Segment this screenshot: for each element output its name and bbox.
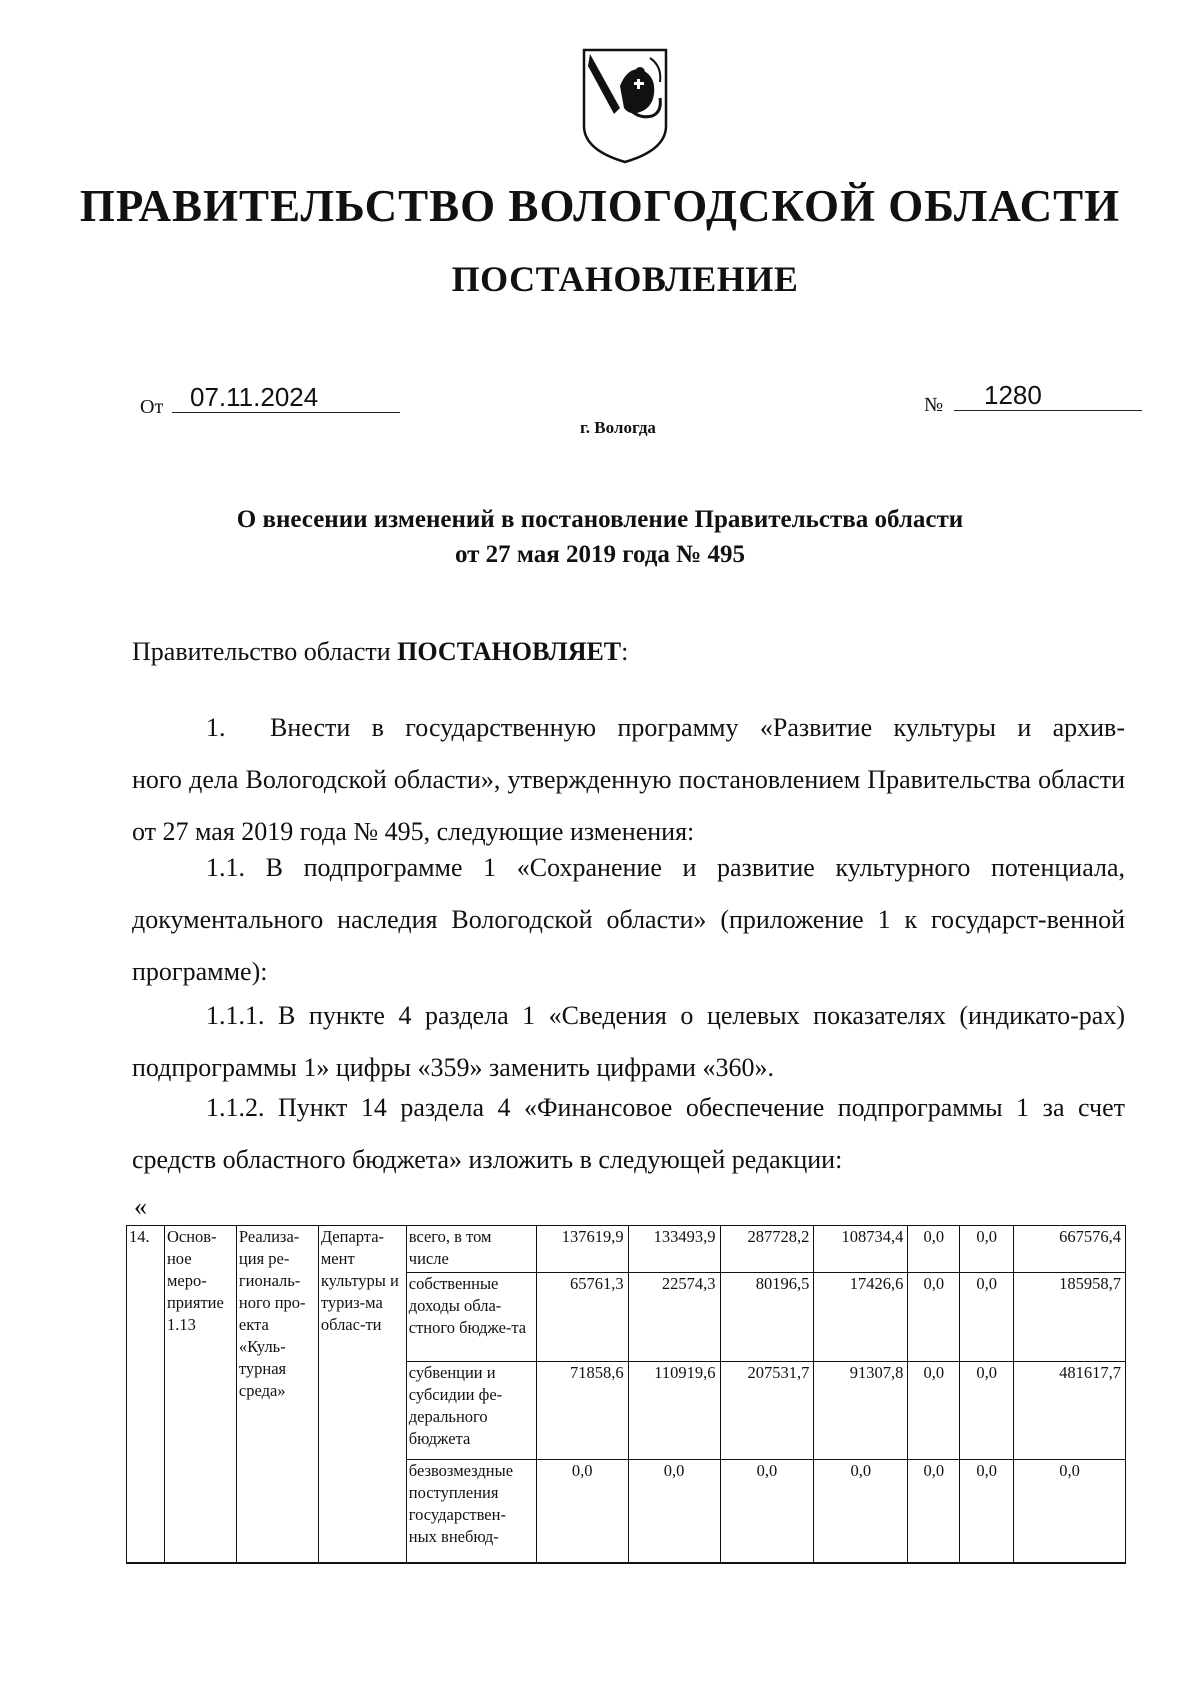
value-cell: 287728,2 xyxy=(720,1226,814,1273)
paragraph-1-number: 1. xyxy=(206,713,226,742)
value-cell: 0,0 xyxy=(720,1460,814,1564)
source-cell: безвозмездные поступления государствен-ных внебюд- xyxy=(406,1460,536,1564)
number-sign: № xyxy=(924,394,944,416)
value-cell: 17426,6 xyxy=(814,1273,908,1362)
paragraph-1-1: 1.1. В подпрограмме 1 «Сохранение и развитие культурного потенциала, документального наследия Вологодской области» (приложение 1 к государст-венной программе): xyxy=(132,853,1125,986)
value-cell: 0,0 xyxy=(908,1362,960,1460)
value-cell: 0,0 xyxy=(814,1460,908,1564)
value-cell: 0,0 xyxy=(960,1226,1014,1273)
document-subject xyxy=(150,502,1050,572)
subject-line-1: О внесении изменений в постановление Правительства области xyxy=(236,506,964,533)
total-cell: 667576,4 xyxy=(1014,1226,1126,1273)
value-cell: 207531,7 xyxy=(720,1362,814,1460)
event-cell: Основ-ное меро-приятие 1.13 xyxy=(164,1226,236,1564)
paragraph-1-1-1: 1.1.1. В пункте 4 раздела 1 «Сведения о целевых показателях (индикато-рах) подпрограммы 1» цифры «359» заменить цифрами «360». xyxy=(132,1001,1125,1082)
intro-bold: ПОСТАНОВЛЯЕТ xyxy=(397,637,622,666)
value-cell: 108734,4 xyxy=(814,1226,908,1273)
paragraph-1-1-2: 1.1.2. Пункт 14 раздела 4 «Финансовое обеспечение подпрограммы 1 за счет средств областного бюджета» изложить в следующей редакции: xyxy=(132,1093,1125,1174)
value-cell: 0,0 xyxy=(960,1273,1014,1362)
value-cell: 133493,9 xyxy=(628,1226,720,1273)
value-cell: 0,0 xyxy=(960,1362,1014,1460)
source-cell: собственные доходы обла-стного бюдже-та xyxy=(406,1273,536,1362)
value-cell: 0,0 xyxy=(960,1460,1014,1564)
intro-text: Правительство области xyxy=(132,637,398,666)
value-cell: 71858,6 xyxy=(536,1362,628,1460)
total-cell: 185958,7 xyxy=(1014,1273,1126,1362)
paragraph-1-rest: ного дела Вологодской области», утвержденную постановлением Правительства области от 27 мая 2019 года № 495, следующие изменения: xyxy=(132,765,1125,846)
source-cell: субвенции и субсидии фе-дерального бюджета xyxy=(406,1362,536,1460)
value-cell: 137619,9 xyxy=(536,1226,628,1273)
item-number-cell: 14. xyxy=(127,1226,165,1564)
intro-colon: : xyxy=(621,637,629,666)
value-cell: 0,0 xyxy=(536,1460,628,1564)
coat-of-arms-icon xyxy=(580,46,670,166)
financing-table xyxy=(126,1225,1126,1564)
value-cell: 0,0 xyxy=(908,1226,960,1273)
value-cell: 22574,3 xyxy=(628,1273,720,1362)
value-cell: 0,0 xyxy=(628,1460,720,1564)
table-row xyxy=(127,1226,1126,1273)
total-cell: 0,0 xyxy=(1014,1460,1126,1564)
value-cell: 65761,3 xyxy=(536,1273,628,1362)
document-date: 07.11.2024 xyxy=(172,382,400,413)
value-cell: 110919,6 xyxy=(628,1362,720,1460)
date-prefix: От xyxy=(140,396,164,418)
value-cell: 0,0 xyxy=(908,1273,960,1362)
opening-quote: « xyxy=(134,1192,147,1221)
intro-paragraph xyxy=(132,626,628,678)
paragraph-1 xyxy=(132,702,1125,858)
executor-cell: Департа-мент культуры и туриз-ма облас-ти xyxy=(318,1226,406,1564)
subject-line-2: от 27 мая 2019 года № 495 xyxy=(454,541,746,568)
source-cell: всего, в том числе xyxy=(406,1226,536,1273)
value-cell: 80196,5 xyxy=(720,1273,814,1362)
value-cell: 0,0 xyxy=(908,1460,960,1564)
value-cell: 91307,8 xyxy=(814,1362,908,1460)
project-cell: Реализа-ция ре-гиональ-ного про-екта «Куль-турная среда» xyxy=(236,1226,318,1564)
document-type: ПОСТАНОВЛЕНИЕ xyxy=(451,259,799,299)
document-number: 1280 xyxy=(954,380,1142,411)
city: г. Вологда xyxy=(580,418,656,437)
total-cell: 481617,7 xyxy=(1014,1362,1126,1460)
paragraph-1-first-line: Внести в государственную программу «Развитие культуры и архив- xyxy=(270,713,1125,742)
government-title: ПРАВИТЕЛЬСТВО ВОЛОГОДСКОЙ ОБЛАСТИ xyxy=(79,181,1121,231)
